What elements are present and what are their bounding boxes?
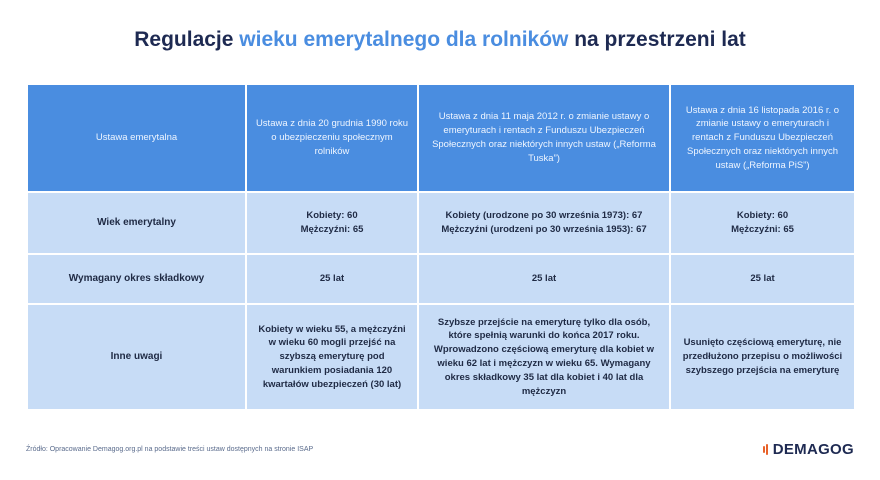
title-part-2: na przestrzeni lat xyxy=(568,28,746,51)
cell-retirement-age-1990 xyxy=(247,193,417,253)
table-row-contribution-period xyxy=(28,255,854,303)
source-note: Źródło: Opracowanie Demagog.org.pl na podstawie treści ustaw dostępnych na stronie ISAP xyxy=(26,446,314,453)
row-label-retirement-age: Wiek emerytalny xyxy=(28,193,245,253)
title-part-1: Regulacje xyxy=(134,28,240,51)
cell-retirement-age-2016 xyxy=(671,193,854,253)
cell-notes-2012: Szybsze przejście na emeryturę tylko dla osób, które spełnią warunki do końca 2017 roku. Wprowadzono częściową emeryturę dla kobiet w wieku 62 lat i mężczyzn w wieku 65. Wymagany okres składkowy 35 lat dla kobiet i 40 lat dla mężczyzn xyxy=(419,305,669,409)
table-row-retirement-age xyxy=(28,193,854,253)
header-cell-1990: Ustawa z dnia 20 grudnia 1990 roku o ubezpieczeniu społecznym rolników xyxy=(247,85,417,191)
cell-line: Mężczyźni (urodzeni po 30 września 1953): 67 xyxy=(441,224,647,235)
cell-notes-2016: Usunięto częściową emeryturę, nie przedłużono przepisu o możliwości szybszego przejścia na emeryturę xyxy=(671,305,854,409)
title-accent: wieku emerytalnego dla rolników xyxy=(239,28,569,51)
cell-line: Kobiety: 60 xyxy=(736,210,789,222)
table-row-other-notes xyxy=(28,305,854,409)
row-label-contribution-period: Wymagany okres składkowy xyxy=(28,255,245,303)
cell-line: Mężczyźni: 65 xyxy=(731,224,794,235)
regulations-table xyxy=(26,83,856,411)
logo-wordmark: DEMAGOG xyxy=(772,441,854,458)
header-cell-2012: Ustawa z dnia 11 maja 2012 r. o zmianie ustawy o emeryturach i rentach z Funduszu Ubezpieczeń Społecznych oraz niektórych innych ustaw („Reforma Tuska”) xyxy=(419,85,669,191)
cell-line: Kobiety (urodzone po 30 września 1973): 67 xyxy=(445,210,643,222)
table-header-row xyxy=(28,85,854,191)
header-label-cell: Ustawa emerytalna xyxy=(28,85,245,191)
cell-retirement-age-2012 xyxy=(419,193,669,253)
cell-contribution-2012: 25 lat xyxy=(419,255,669,303)
row-label-other-notes: Inne uwagi xyxy=(28,305,245,409)
header-cell-2016: Ustawa z dnia 16 listopada 2016 r. o zmianie ustawy o emeryturach i rentach z Funduszu Ubezpieczeń Społecznych oraz niektórych innych ustaw („Reforma PiS”) xyxy=(671,85,854,191)
page-title xyxy=(0,28,880,52)
cell-line: Kobiety: 60 xyxy=(306,210,358,222)
cell-contribution-2016: 25 lat xyxy=(671,255,854,303)
cell-line: Mężczyźni: 65 xyxy=(300,224,364,235)
cell-notes-1990: Kobiety w wieku 55, a mężczyźni w wieku 60 mogli przejść na szybszą emeryturę pod warunkiem posiadania 120 kwartałów ubezpieczeń (30 lat) xyxy=(247,305,417,409)
cell-contribution-1990: 25 lat xyxy=(247,255,417,303)
demagog-logo xyxy=(763,441,854,458)
sound-waves-icon xyxy=(763,444,768,455)
